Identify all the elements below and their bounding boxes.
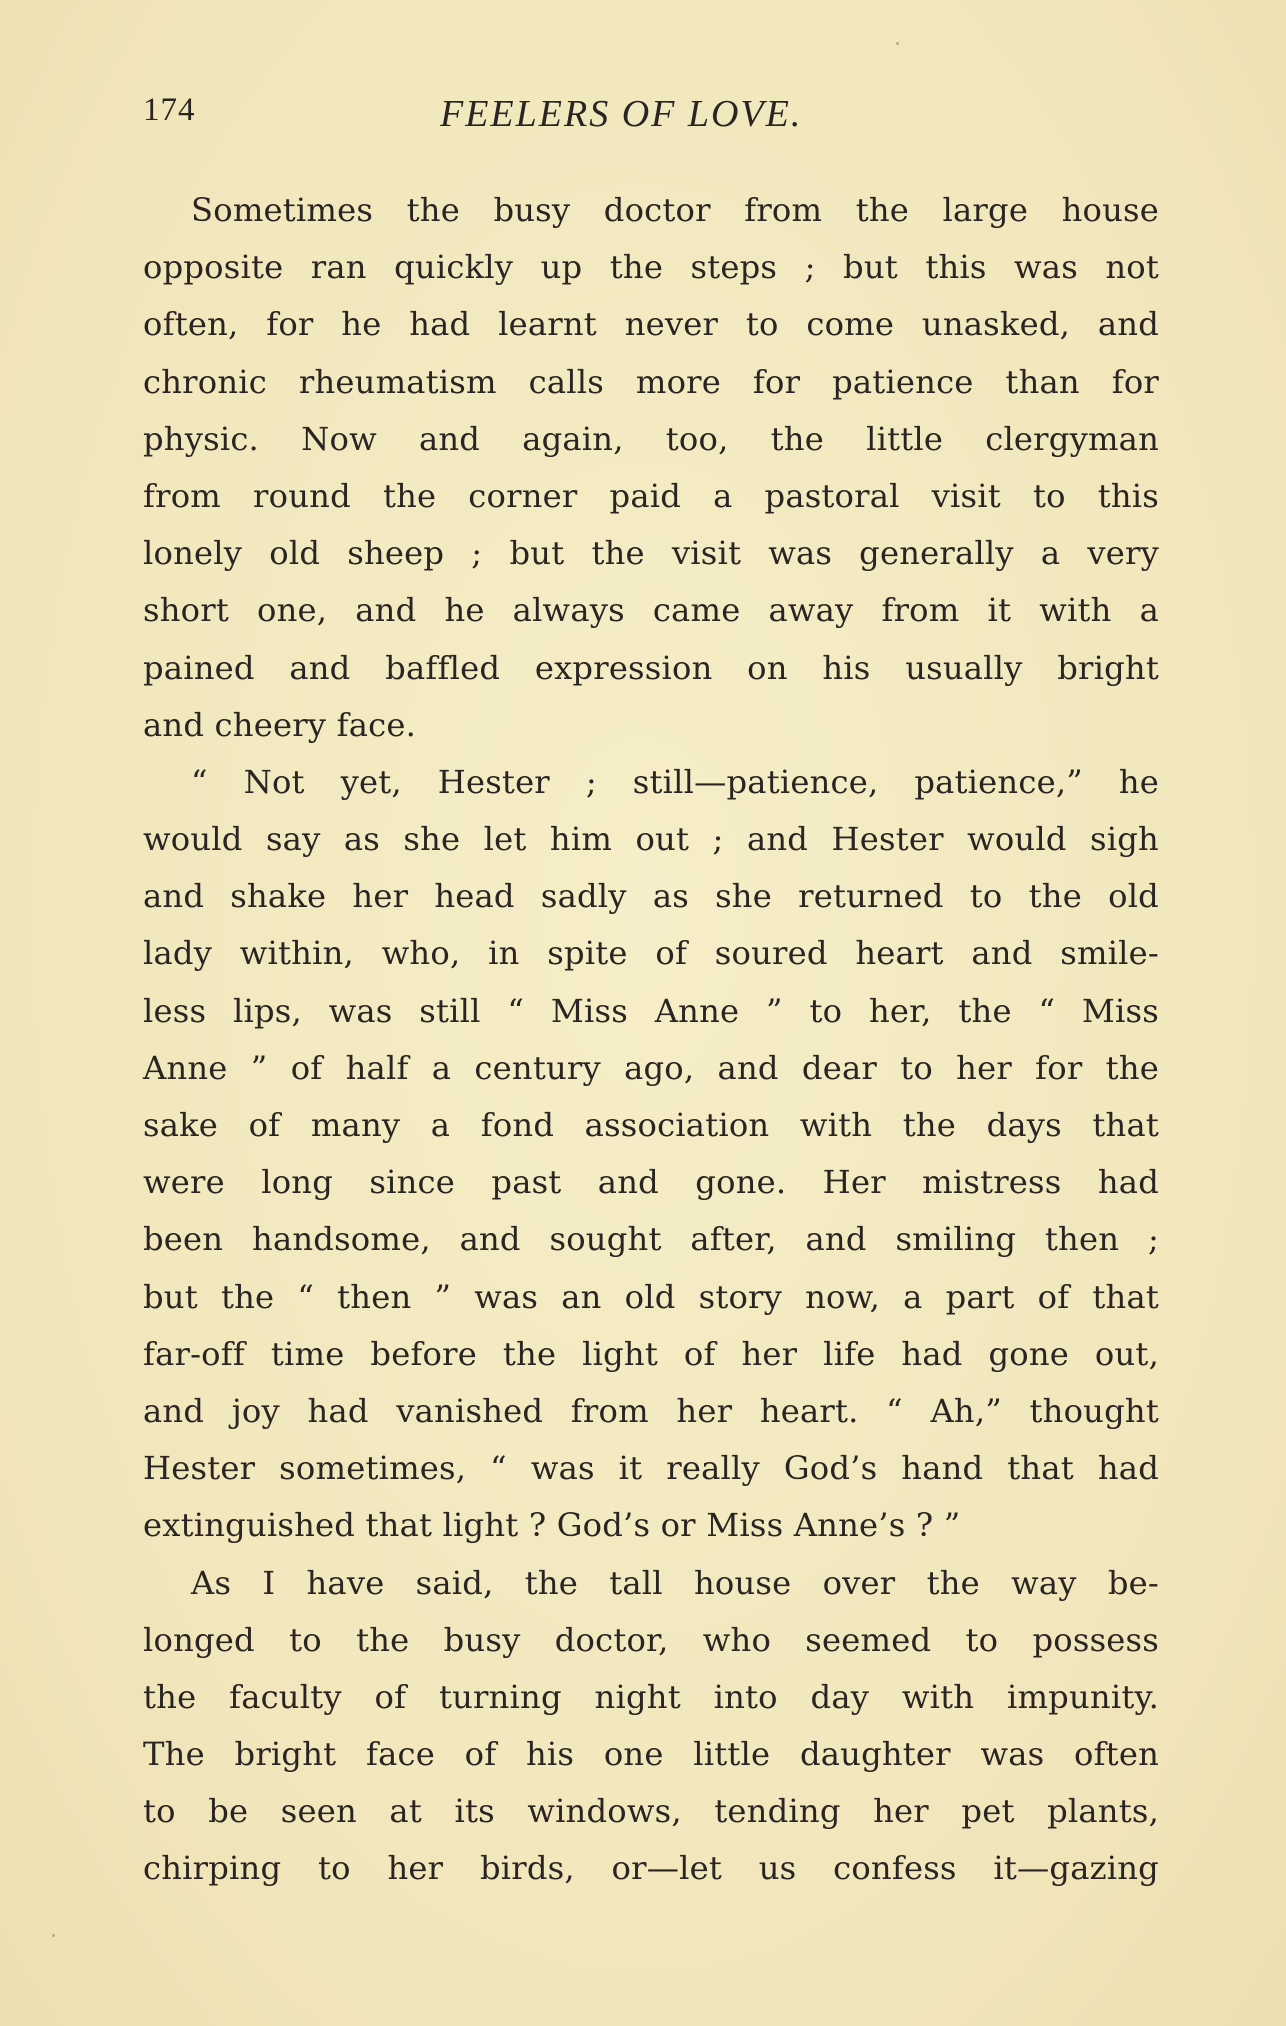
text-line: been handsome, and sought after, and smiling then ; <box>143 1220 1159 1259</box>
text-line: far-off time before the light of her life had gone out, <box>143 1334 1159 1373</box>
text-line: longed to the busy doctor, who seemed to possess <box>143 1620 1159 1659</box>
page-number: 174 <box>143 92 196 128</box>
running-head: FEELERS OF LOVE. <box>440 93 803 135</box>
text-line: Sometimes the busy doctor from the large house <box>191 191 1159 229</box>
body-text <box>143 182 1159 1898</box>
text-line: The bright face of his one little daughter was often <box>143 1735 1159 1774</box>
text-line: but the “ then ” was an old story now, a part of that <box>143 1277 1159 1316</box>
text-line: As I have said, the tall house over the way be- <box>191 1563 1159 1602</box>
page-header <box>143 92 1143 142</box>
text-line: less lips, was still “ Miss Anne ” to her, the “ Miss <box>143 991 1159 1030</box>
text-line: and shake her head sadly as she returned to the old <box>143 877 1159 916</box>
text-line: chronic rheumatism calls more for patience than for <box>143 362 1159 401</box>
text-line: Hester sometimes, “ was it really God’s hand that had <box>143 1449 1159 1488</box>
text-line: Anne ” of half a century ago, and dear to her for the <box>143 1048 1159 1087</box>
text-line: and cheery face. <box>143 705 417 744</box>
text-line: “ Not yet, Hester ; still—patience, patience,” he <box>191 762 1159 801</box>
text-line: to be seen at its windows, tending her pet plants, <box>143 1792 1159 1831</box>
text-line: from round the corner paid a pastoral visit to this <box>143 476 1159 515</box>
text-line: lonely old sheep ; but the visit was generally a very <box>143 534 1159 573</box>
text-line: short one, and he always came away from it with a <box>143 591 1159 630</box>
text-line: physic. Now and again, too, the little clergyman <box>143 419 1159 458</box>
text-line: extinguished that light ? God’s or Miss Anne’s ? ” <box>143 1506 961 1545</box>
text-line: pained and baffled expression on his usually bright <box>143 648 1159 687</box>
text-line: often, for he had learnt never to come unasked, and <box>143 305 1159 344</box>
text-line: the faculty of turning night into day with impunity. <box>143 1677 1159 1716</box>
text-line: would say as she let him out ; and Hester would sigh <box>143 820 1159 859</box>
text-line: lady within, who, in spite of soured heart and smile- <box>143 934 1159 973</box>
text-line: were long since past and gone. Her mistress had <box>143 1163 1159 1202</box>
text-line: opposite ran quickly up the steps ; but this was not <box>143 248 1159 287</box>
paper-speck <box>896 42 899 45</box>
paper-speck <box>52 1934 55 1937</box>
text-line: chirping to her birds, or—let us confess it—gazing <box>143 1849 1159 1888</box>
text-line: sake of many a fond association with the days that <box>143 1106 1159 1144</box>
text-line: and joy had vanished from her heart. “ Ah,” thought <box>143 1391 1159 1430</box>
